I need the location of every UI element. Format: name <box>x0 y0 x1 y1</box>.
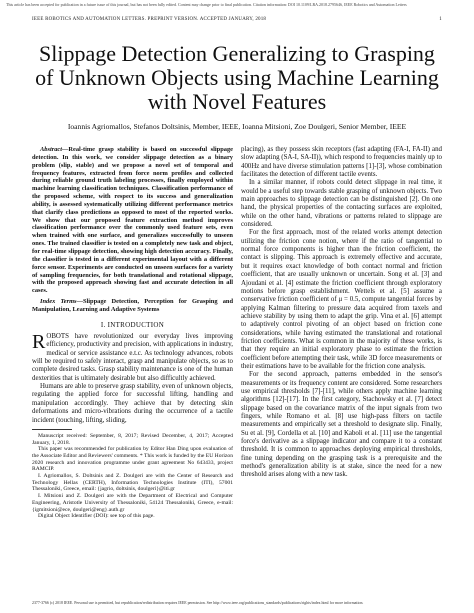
running-head <box>32 17 442 22</box>
footnote: Manuscript received: September, 8, 2017; Revised December, 4, 2017; Accepted January, 1, 2018. <box>32 432 233 446</box>
intro-paragraph-1-text: OBOTS have revolutionized our everyday lives improving efficiency, productivity and precision, with applications in industry, medical or service assistance e.t.c. As technology advances, robots will be required to safely interact, grasp and manipulate objects, so as to complete desired tasks. Grasp stability maintenance is one of the human dexterities that is ultimately desirable but also difficultly achieved. <box>32 333 233 382</box>
footnote: This paper was recommended for publication by Editor Han Ding upon evaluation of the Associate Editor and Reviewers' comments. * This work is funded by the EU Horizon 2020 research and innovation programme under grant agreement No 643433, project RAMCIP. <box>32 446 233 473</box>
paper-title: Slippage Detection Generalizing to Grasping of Unknown Objects using Machine Learning with Novel Features <box>35 41 439 114</box>
journal-name: IEEE ROBOTICS AND AUTOMATION LETTERS. PREPRINT VERSION. ACCEPTED JANUARY, 2018 <box>32 17 267 22</box>
footnote-rule <box>32 429 72 430</box>
abstract <box>32 146 233 295</box>
copyright-footer: 2377-3766 (c) 2018 IEEE. Personal use is permitted, but republication/redistribution requires IEEE permission. See http://www.ieee.org/publications_standards/publications/rights/index.html for more information. <box>32 601 364 605</box>
author-list: Ioannis Agriomallos, Stefanos Doltsinis, Member, IEEE, Ioanna Mitsioni, Zoe Doulgeri, Senior Member, IEEE <box>67 122 407 131</box>
page-number: 1 <box>439 17 442 22</box>
intro-paragraph-2: Humans are able to preserve grasp stability, even of unknown objects, regulating the applied force for successful lifting, handling and manipulation accordingly. They achieve that by detecting skin deformations and micro-vibrations during the occurrence of a tactile incident (touching, lifting, sliding, <box>32 383 233 424</box>
index-terms <box>32 298 233 314</box>
body-paragraph: For the first approach, most of the related works attempt detection utilizing the friction cone notion, where if the ratio of tangential to normal force components is higher than the friction coefficient, the contact is slipping. This approach is extremely effective and accurate, but it requires exact knowledge of both contact normal and friction coefficient, that are usually unknown or uncertain. Song et al. [3] and Ajoudani et al. [4] estimate the friction coefficient through exploratory motions before grasp establishment. Wettels et al. [5] assume a conservative friction coefficient of μ = 0.5, compute tangential forces by applying Kalman filtering to pressure data acquired from taxels and achieve stability by using them to adapt the grip. Vina et al. [6] attempt to adaptively control pivoting of an object based on friction cone considerations, while having estimated the translational and rotational friction coefficients. What is common in the majority of these works, is that they require an initial exploratory phase to estimate the friction coefficient before attempting their task, while 3D force measurements or their estimations have to be available for the friction cone analysis. <box>241 229 442 370</box>
drop-cap: R <box>32 331 46 354</box>
left-column <box>32 146 233 520</box>
body-paragraph: For the second approach, patterns embedded in the sensor's measurements or its frequency content are considered. Some researchers use empirical thresholds [7]-[11], while others apply machine learning algorithms [12]-[17]. In the first category, Stachowsky et al. [7] detect slippage based on the covariance matrix of the input signals from two fingers, while Romano et al. [8] use high-pass filters on tactile measurements and empirically set a threshold to designate slip. Finally, Su et al. [9], Cordella et al. [10] and Kaboli et al. [11] use the tangential force's derivative as a slippage indicator and compare it to a constant threshold. It is common to approaches deploying empirical thresholds, fine tuning depending on the grasping task is a prerequisite and the method's generalization ability is at stake, since the need for a new threshold arises along with a new task. <box>241 371 442 479</box>
index-terms-text: —Slippage Detection, Perception for Grasping and Manipulation, Learning and Adaptive Systems <box>32 298 233 313</box>
right-column <box>241 146 442 480</box>
footnote: Digital Object Identifier (DOI): see top of this page. <box>38 513 155 520</box>
abstract-text: —Real-time grasp stability is based on successful slippage detection. In this work, we consider slippage detection as a binary problem (slip, stable) and we propose a novel set of temporal and frequency features, extracted from force norm profiles and collected during reliable ground truth labeling processes, finally employed within machine learning classification techniques. Classification performance of the proposed scheme, with respect to its success and generalization ability, is assessed systematically utilizing different performance metrics that clarify class predictions as opposed to most of the reported works. We show that our proposed feature extraction method improves classification performance over the commonly used feature sets, even when trained with one surface, and generalizes successfully to unseen ones. The trained classifier is tested on a completely new task and object, for real-time slippage detection, showing high detection accuracy. Finally, the classifier is tested in a different experimental layout with a different force sensor. Experiments are conducted on unseen surfaces for a variety of sampling frequencies, for both translational and rotational slippage, with the proposed approach showing fast and accurate detection in all cases. <box>32 146 233 295</box>
footnotes <box>32 433 233 520</box>
abstract-label: Abstract <box>40 146 63 153</box>
index-terms-label: Index Terms <box>40 298 77 306</box>
footnote: I. Agriomallos, S. Doltsinis and Z. Doulgeri are with the Center of Research and Technology Hellas (CERTH), Information Technologies Institute (ITI), 57001 Thessaloniki, Greece, email: {jagrio, doltsinis, doulgeri}@iti.gr <box>32 473 233 493</box>
section-heading: I. INTRODUCTION <box>100 320 165 329</box>
intro-paragraph-1 <box>32 333 233 383</box>
publication-banner: This article has been accepted for publication in a future issue of this journal, but has not been fully edited. Content may change prior to final publication. Citation information: DOI 10.1109/LRA.2018.2795646, IEEE Robotics and Automation Letters <box>6 2 407 7</box>
body-paragraph: placing), as they possess skin receptors (fast adapting (FA-I, FA-II) and slow adapting (SA-I, SA-II)), which respond to frequencies mainly up to 400Hz and have diverse stimulation patterns [1]-[3], whose combination facilitates the detection of different tactile events. <box>241 146 442 179</box>
body-paragraph: In a similar manner, if robots could detect slippage in real time, it would be a useful step towards stable grasping of unknown objects. Two main approaches to slippage detection can be distinguished [2]. On one hand, the physical properties of the contacting surfaces are exploited, while on the other hand, vibrations or patterns related to slippage are considered. <box>241 179 442 229</box>
footnote: I. Mitsioni and Z. Doulgeri are with the Department of Electrical and Computer Engineering, Aristotle University of Thessaloniki, 54124 Thessaloniki, Greece, e-mail: {igmitsioni@ece, doulgeri@eng}.auth.gr <box>32 493 233 513</box>
